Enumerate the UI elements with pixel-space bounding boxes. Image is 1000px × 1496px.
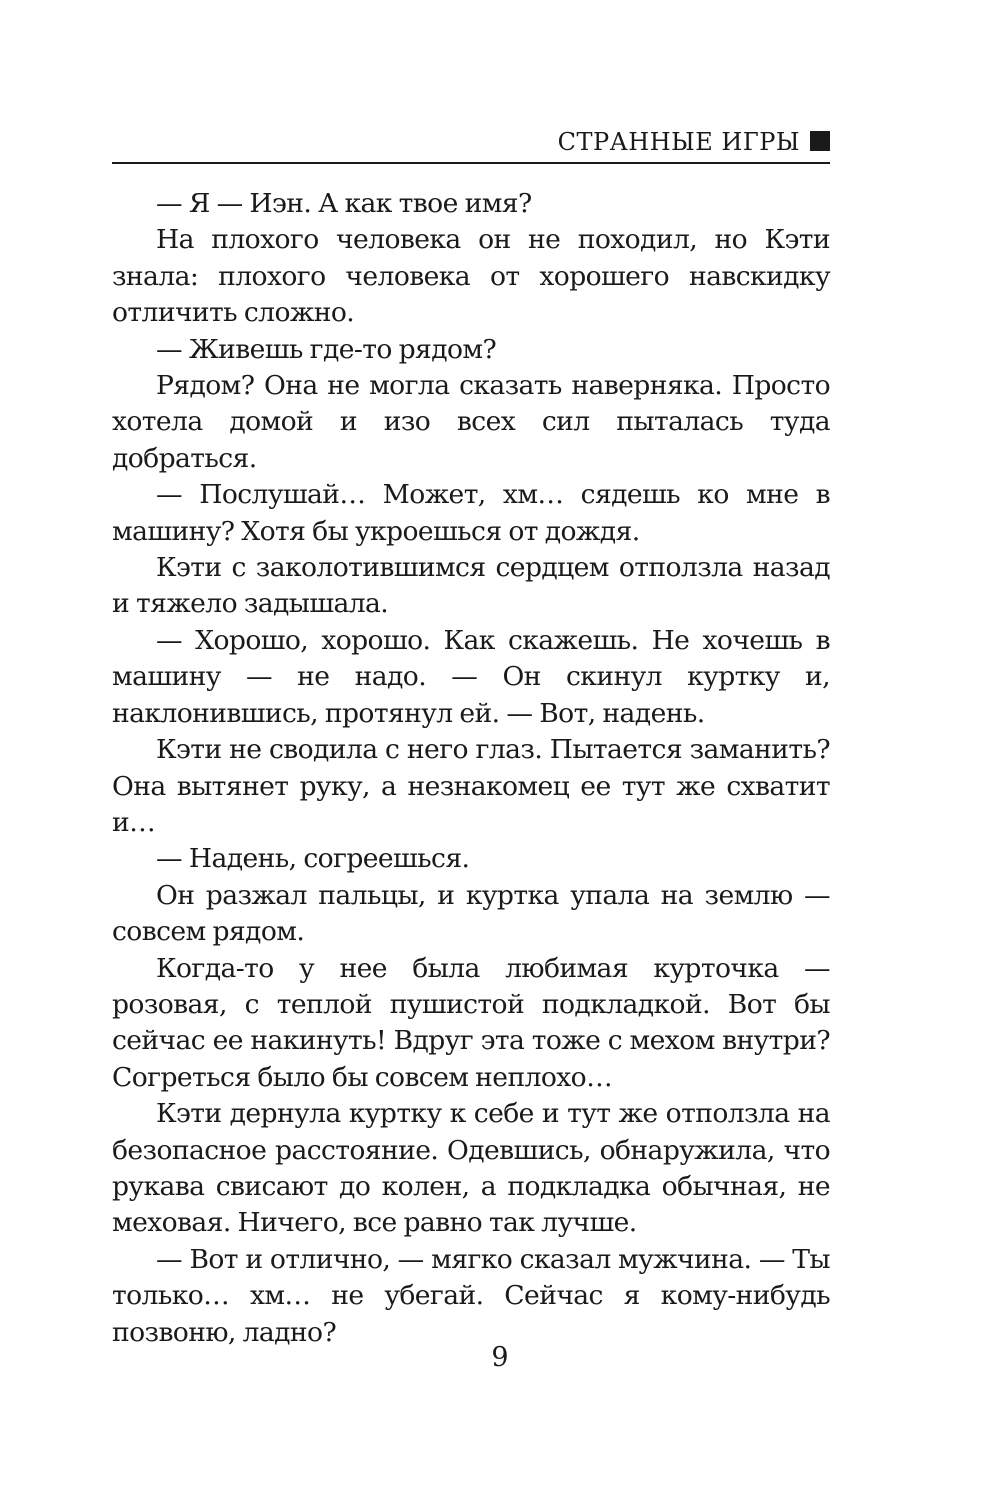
paragraph: — Я — Иэн. А как твое имя? xyxy=(156,188,532,219)
paragraph: Кэти дернула куртку к себе и тут же отползла на безопасное расстояние. Одевшись, обнаружила, что рукава свисают до колен, а подкладка обычная, не меховая. Ничего, все равно так лучше. xyxy=(112,1098,830,1239)
black-square-icon xyxy=(810,131,830,151)
running-head-title: СТРАННЫЕ ИГРЫ xyxy=(557,128,800,156)
paragraph: Кэти не сводила с него глаз. Пытается заманить? Она вытянет руку, а незнакомец ее тут же схватит и… xyxy=(112,734,830,838)
paragraph: — Живешь где-то рядом? xyxy=(156,333,497,365)
paragraph: Когда-то у нее была любимая курточка — розовая, с теплой пушистой подкладкой. Вот бы сейчас ее накинуть! Вдруг эта тоже с мехом внутри? Согреться было бы совсем неплохо… xyxy=(112,952,830,1093)
book-page xyxy=(112,124,830,1351)
paragraph: Он разжал пальцы, и куртка упала на землю — совсем рядом. xyxy=(112,879,830,948)
paragraph: — Надень, согреешься. xyxy=(156,843,470,875)
body-text xyxy=(112,186,830,1351)
paragraph: Кэти с заколотившимся сердцем отползла назад и тяжело задышала. xyxy=(112,552,830,620)
paragraph: — Вот и отлично, — мягко сказал мужчина. — Ты только… хм… не убегай. Сейчас я кому-нибудь позвоню, ладно? xyxy=(112,1243,830,1348)
paragraph: — Хорошо, хорошо. Как скажешь. Не хочешь в машину — не надо. — Он скинул куртку и, наклонившись, протянул ей. — Вот, надень. xyxy=(112,624,830,729)
paragraph: — Послушай… Может, хм… сядешь ко мне в машину? Хотя бы укроешься от дождя. xyxy=(112,479,830,547)
paragraph: Рядом? Она не могла сказать наверняка. Просто хотела домой и изо всех сил пыталась туда добраться. xyxy=(112,370,830,474)
page-number: 9 xyxy=(491,1342,509,1373)
running-head xyxy=(112,124,830,164)
paragraph: На плохого человека он не походил, но Кэти знала: плохого человека от хорошего навскидку отличить сложно. xyxy=(112,224,830,329)
